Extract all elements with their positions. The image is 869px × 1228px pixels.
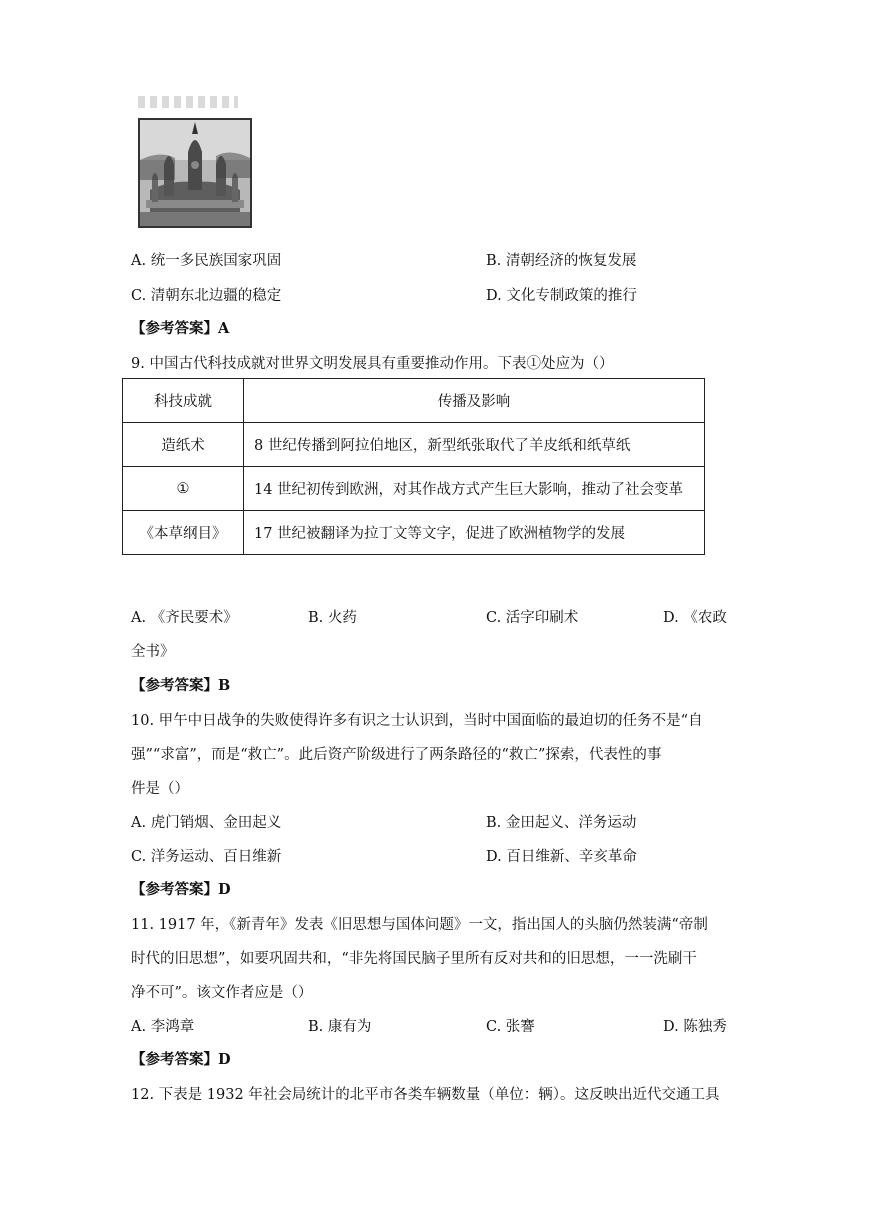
- q11-option-d: D. 陈独秀: [663, 1019, 727, 1035]
- table-cell: 造纸术: [123, 423, 244, 467]
- q10-answer: 【参考答案】D: [131, 881, 231, 898]
- table-cell: 8 世纪传播到阿拉伯地区，新型纸张取代了羊皮纸和纸草纸: [244, 423, 705, 467]
- q9-table: [122, 378, 705, 555]
- q10-stem-line3: 件是（）: [131, 781, 189, 797]
- table-cell: 17 世纪被翻译为拉丁文等文字，促进了欧洲植物学的发展: [244, 511, 705, 555]
- table-row: [123, 423, 705, 467]
- q11-answer: 【参考答案】D: [131, 1051, 231, 1068]
- q9-stem: 9. 中国古代科技成就对世界文明发展具有重要推动作用。下表①处应为（）: [131, 356, 614, 372]
- q11-stem-line1: 11. 1917 年，《新青年》发表《旧思想与国体问题》一文，指出国人的头脑仍然装满“帝制: [131, 917, 708, 933]
- table-header-row: [123, 379, 705, 423]
- q10-option-c: C. 洋务运动、百日维新: [131, 849, 282, 865]
- q11-stem-line2: 时代的旧思想”，如要巩固共和，“非先将国民脑子里所有反对共和的旧思想，一一洗刷干: [131, 951, 697, 967]
- table-cell: 14 世纪初传到欧洲，对其作战方式产生巨大影响，推动了社会变革: [244, 467, 705, 511]
- q10-stem-line2: 强”“求富”，而是“救亡”。此后资产阶级进行了两条路径的“救亡”探索，代表性的事: [131, 747, 662, 763]
- q9-option-d: D. 《农政: [663, 610, 727, 626]
- q9-option-b: B. 火药: [308, 610, 357, 626]
- table-header-cell: 传播及影响: [244, 379, 705, 423]
- table-row: [123, 511, 705, 555]
- q11-option-c: C. 张謇: [486, 1019, 535, 1035]
- q11-option-b: B. 康有为: [308, 1019, 372, 1035]
- q12-stem-line1: 12. 下表是 1932 年社会局统计的北平市各类车辆数量（单位：辆）。这反映出近代交通工具: [131, 1087, 720, 1103]
- q10-stem-line1: 10. 甲午中日战争的失败使得许多有识之士认识到，当时中国面临的最迫切的任务不是“自: [131, 713, 703, 729]
- q9-answer: 【参考答案】B: [131, 677, 231, 694]
- q9-option-c: C. 活字印刷术: [486, 610, 579, 626]
- q9-option-d-continued: 全书》: [131, 644, 175, 660]
- q8-option-b: B. 清朝经济的恢复发展: [486, 253, 637, 269]
- q8-option-d: D. 文化专制政策的推行: [486, 288, 637, 304]
- q9-option-a: A. 《齐民要术》: [131, 610, 238, 626]
- table-cell: 《本草纲目》: [123, 511, 244, 555]
- q10-option-d: D. 百日维新、辛亥革命: [486, 849, 637, 865]
- table-row: [123, 467, 705, 511]
- q11-option-a: A. 李鸿章: [131, 1019, 195, 1035]
- q10-option-a: A. 虎门销烟、金田起义: [131, 815, 282, 831]
- pagoda-photo: [138, 118, 252, 228]
- q10-option-b: B. 金田起义、洋务运动: [486, 815, 637, 831]
- q8-option-c: C. 清朝东北边疆的稳定: [131, 288, 282, 304]
- table-header-cell: 科技成就: [123, 379, 244, 423]
- table-cell: ①: [123, 467, 244, 511]
- q8-option-a: A. 统一多民族国家巩固: [131, 253, 282, 269]
- q11-stem-line3: 净不可”。该文作者应是（）: [131, 985, 313, 1001]
- photo-caption-residue: [138, 96, 238, 108]
- q8-answer: 【参考答案】A: [131, 320, 230, 337]
